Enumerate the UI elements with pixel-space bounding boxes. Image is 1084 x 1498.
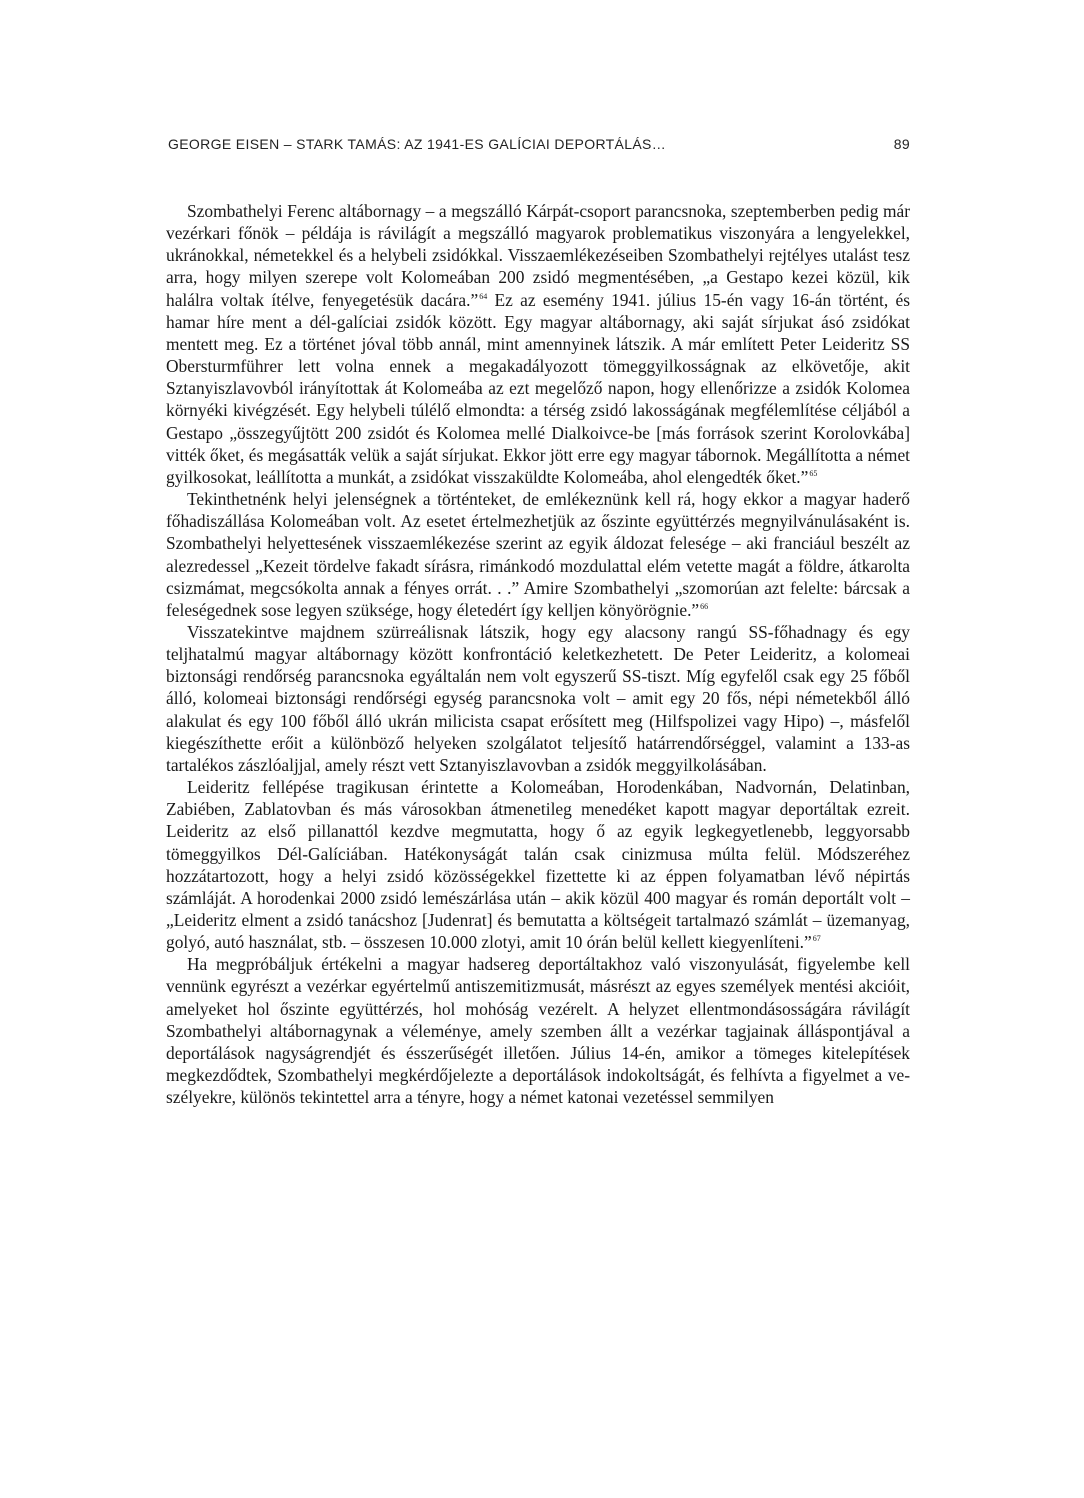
paragraph-text: Ez az esemény 1941. július 15-én vagy 16-án történt, és hamar híre ment a dél-galíciai zsidók között. Egy magyar altábornagy, aki saját sírjukat ásó zsidókat mentett meg. Ez a történet jóval több annál, mint amennyinek látszik. A már említett Peter Leideritz SS Obersturmführer lett volna ennek a megakadályozott tömeggyilkosságnak az elkövetője, akit Sztanyiszlavovból irányítottak át Kolomeába az ezt megelőző napon, hogy ellenőrizze a zsidók Kolomea környéki kivégzését. Egy helybeli túlélő elmondta: a térség zsidó lakosságának megfélemlítése céljából a Gestapo „összegyűjtött 200 zsidót és Kolomea mellé Dialkoivce-be [más források szerint Korolovkába] vitték őket, és megásatták velük a saját sírjukat. Ekkor jött erre egy magyar tábornok. Megállította a német gyilkosokat, leállította a munkát, a zsidókat visszaküldte Kolomeába, ahol elengedték őket.” [166, 289, 911, 487]
running-header [168, 136, 910, 156]
paragraph-text: Visszatekintve majdnem szürreálisnak látszik, hogy egy alacsony rangú SS-főhadnagy és egy teljhatalmú magyar altábornagy között konfrontáció keletkezhetett. De Peter Leideritz, a kolomeai biztonsági rendőrség parancsnoka egyáltalán nem volt egyszerű SS-tiszt. Míg egyfelől csak egy 25 főből álló, kolomeai biztonsági rendőrségi egység parancsnoka volt – amit egy 20 fős, népi németekből álló alakulat és egy 100 főből álló ukrán milicista csapat erősített meg (Hilfspolizei vagy Hipo) –, másfelől kiegészíthette erőit a különböző helyeken szolgálatot teljesítő határrendőrséggel, valamint a 133-as tartalékos zászlóaljjal, amely részt vett Sztanyiszlavovban a zsidók meggyilkolásában. [166, 621, 910, 775]
paragraph [166, 953, 910, 1108]
paragraph-text: Szombathelyi Ferenc altábornagy – a megszálló Kárpát-csoport parancsnoka, szeptemberben pedig már vezérkari főnök – példája is rávilágít a megszálló magyarok problematikus viszonyára a lengyelekkel, ukránokkal, németekkel és a helybeli zsidókkal. Visszaemlékezéseiben Szombathelyi rejtélyes utalást tesz arra, hogy milyen szerepe volt Kolomeában 200 zsidó megmentésében, „a Gestapo kezei közül, kik halálra voltak ítélve, fenyegetésük dacára.” [166, 201, 910, 310]
paragraph-text: Ha megpróbáljuk értékelni a magyar hadsereg deportáltakhoz való viszonyulását, figyelembe kell vennünk egyrészt a vezérkar egyértelmű antiszemitizmusát, másrészt az egyes személyek mentési akcióit, amelyeket hol őszinte együttérzés, hol mohóság vezérelt. A helyzet ellentmondásosságára rávilágít Szombathelyi altábornagynak a véleménye, amely szemben állt a vezérkar tagjainak álláspontjával a deportálások nagyságrendjét és ésszerűségét illetően. Július 14-én, amikor a tömeges kitelepítések megkezdődtek, Szombathelyi megkérdőjelezte a deportálások indokoltságát, és felhívta a figyelmet a veszélyekre, különös tekintettel arra a tényre, hogy a német katonai vezetéssel semmilyen [166, 954, 910, 1108]
footnote-marker[interactable]: 66 [700, 601, 709, 611]
running-title: GEORGE EISEN – STARK TAMÁS: AZ 1941-ES GALÍCIAI DEPORTÁLÁS… [168, 136, 667, 152]
footnote-marker[interactable]: 65 [809, 468, 818, 478]
paragraph [166, 776, 910, 953]
paragraph [166, 488, 910, 621]
page-number: 89 [893, 136, 910, 152]
paragraph-text: Leideritz fellépése tragikusan érintette a Kolomeában, Horodenkában, Nadvornán, Delatinban, Zabiében, Zablatovban és más városokban átmenetileg menedéket kapott magyar deportáltak ezreit. Leideritz az első pillanattól kezdve megmutatta, hogy ő az egyik legkegyetlenebb, leggyorsabb tömeggyilkos Dél-Galíciában. Hatékonyságát talán csak cinizmusa múlta felül. Módszeréhez hozzátartozott, hogy a helyi zsidó közösségekkel fizettette ki az éppen folyamatban lévő népirtás számláját. A horodenkai 2000 zsidó lemészárlása után – akik közül 400 magyar és román deportált volt – „Leideritz elment a zsidó tanácshoz [Judenrat] és bemutatta a költségeit tartalmazó számlát – üzemanyag, golyó, autó használat, stb. – összesen 10.000 zlotyi, amit 10 órán belül kellett kiegyenlíteni.” [166, 777, 910, 953]
paragraph [166, 200, 910, 488]
paragraph [166, 621, 910, 776]
article-body [166, 200, 910, 1108]
footnote-marker[interactable]: 67 [812, 934, 821, 944]
paragraph-text: Tekinthetnénk helyi jelenségnek a történteket, de emlékeznünk kell rá, hogy ekkor a magyar haderő főhadiszállása Kolomeában volt. Az esetet értelmezhetjük az őszinte együttérzés megnyilvánulásaként is. Szombathelyi helyettesének visszaemlékezése szerint az egyik áldozat felesége – aki franciául beszélt az alezredessel „Kezeit tördelve fakadt sírásra, rimánkodó mozdulattal elém vetette magát a földre, átkarolta csizmámat, megcsókolta annak a fényes orrát. . .” Amire Szombathelyi „szomorúan azt felelte: bárcsak a feleségednek sose legyen szüksége, hogy életedért így kelljen könyörögnie.” [166, 489, 910, 620]
footnote-marker[interactable]: 64 [479, 291, 488, 301]
